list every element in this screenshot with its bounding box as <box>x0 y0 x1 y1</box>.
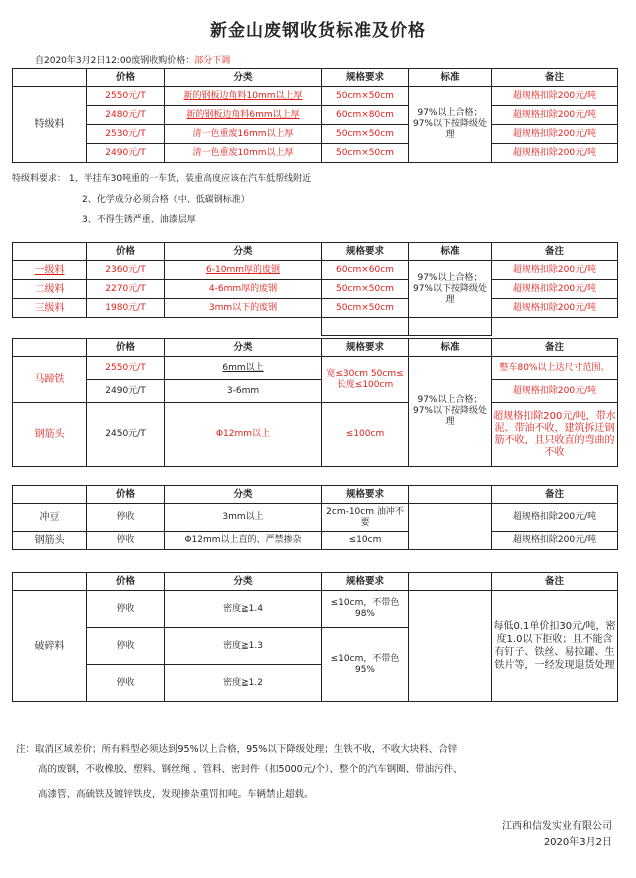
category-cell: 4-6mm厚的废钢 <box>165 280 322 299</box>
category-cell: Φ12mm以上 <box>165 403 322 467</box>
category-cell: 密度≧1.2 <box>165 665 322 702</box>
grade-label: 马蹄铁 <box>13 357 87 403</box>
header-remark: 备注 <box>492 573 618 591</box>
crushed-table <box>12 572 618 702</box>
spec-cell: 60cm×80cm <box>322 106 409 125</box>
header-remark: 备注 <box>492 69 618 87</box>
document-date: 2020年3月2日 <box>543 837 612 848</box>
grade-label: 二级料 <box>13 280 87 299</box>
header-category: 分类 <box>165 69 322 87</box>
price-notice-highlight: 部分下调 <box>194 56 231 66</box>
table-row <box>13 403 618 467</box>
header-price: 价格 <box>87 486 165 504</box>
price-cell: 2450元/T <box>87 403 165 467</box>
remark-cell: 超规格扣除200元/吨 <box>492 144 618 163</box>
category-cell: 清一色重废16mm以上厚 <box>165 125 322 144</box>
requirements <box>12 171 311 184</box>
standard-cell: 97%以上合格；97%以下按降级处理 <box>409 261 492 318</box>
header-category: 分类 <box>165 573 322 591</box>
standard-cell: 97%以上合格；97%以下按降级处理 <box>409 357 492 467</box>
remark-cell: 超规格扣除200元/吨 <box>492 532 618 550</box>
table-header-row <box>13 339 618 357</box>
spec-cell: 50cm×50cm <box>322 299 409 318</box>
header-spec: 规格要求 <box>322 573 409 591</box>
header-price: 价格 <box>87 573 165 591</box>
category-cell: 新的钢板边角料6mm以上厚 <box>165 106 322 125</box>
price-cell: 2550元/T <box>87 87 165 106</box>
header-spec: 规格要求 <box>322 339 409 357</box>
remark-cell: 超规格扣除200元/吨，带水泥、带油不收，建筑拆迁钢筋不收，且只收直的弯曲的不收 <box>492 403 618 467</box>
category-cell: 清一色重废10mm以上厚 <box>165 144 322 163</box>
header-price: 价格 <box>87 243 165 261</box>
remark-cell: 超规格扣除200元/吨 <box>492 125 618 144</box>
table-row <box>13 125 618 144</box>
remark-cell: 整车80%以上达尺寸范围。 <box>492 357 618 380</box>
table-row <box>13 532 618 550</box>
category-cell: 密度≧1.4 <box>165 591 322 628</box>
price-cell: 停收 <box>87 532 165 550</box>
special-grade-table <box>12 68 618 163</box>
header-spec: 规格要求 <box>322 486 409 504</box>
price-cell: 2490元/T <box>87 380 165 403</box>
category-cell: Φ12mm以上直的、严禁掺杂 <box>165 532 322 550</box>
header-standard: 标准 <box>409 243 492 261</box>
price-cell: 2270元/T <box>87 280 165 299</box>
spec-cell: ≤10cm，不带色98% <box>322 591 409 628</box>
table-row <box>13 299 618 318</box>
category-cell: 6-10mm厚的废钢 <box>165 261 322 280</box>
price-cell: 2550元/T <box>87 357 165 380</box>
table-row <box>13 261 618 280</box>
remark-cell: 超规格扣除200元/吨 <box>492 299 618 318</box>
grade-label: 特级料 <box>13 87 87 163</box>
grade-label: 破碎料 <box>13 591 87 702</box>
standard-cell: 97%以上合格；97%以下按降级处理 <box>409 87 492 163</box>
remark-cell: 每低0.1单价扣30元/吨，密度1.0以下拒收；且不能含有钉子、铁丝、易拉罐、生铁片等，一经发现退货处理 <box>492 591 618 702</box>
category-cell: 新的钢板边角料10mm以上厚 <box>165 87 322 106</box>
price-cell: 停收 <box>87 591 165 628</box>
header-standard: 标准 <box>409 69 492 87</box>
requirements-label: 特级料要求： <box>12 174 67 184</box>
category-cell: 6mm以上 <box>165 357 322 380</box>
category-cell: 密度≧1.3 <box>165 628 322 665</box>
remark-cell: 超规格扣除200元/吨 <box>492 87 618 106</box>
price-cell: 2360元/T <box>87 261 165 280</box>
spec-cell: ≤100cm <box>322 403 409 467</box>
spec-cell: 50cm×50cm <box>322 280 409 299</box>
remark-cell: 超规格扣除200元/吨 <box>492 380 618 403</box>
price-cell: 1980元/T <box>87 299 165 318</box>
grade-label: 钢筋头 <box>13 403 87 467</box>
table-row <box>13 87 618 106</box>
price-notice-prefix: 自2020年3月2日12:00废钢收购价格： <box>35 56 195 66</box>
category-cell: 3mm以下的废钢 <box>165 299 322 318</box>
grade-label: 钢筋头 <box>13 532 87 550</box>
requirement-item: 3、不得生锈严重、油漆层厚 <box>82 215 196 225</box>
price-cell: 2480元/T <box>87 106 165 125</box>
price-cell: 2530元/T <box>87 125 165 144</box>
spec-cell: 2cm-10cm 油冲不要 <box>322 504 409 532</box>
note-line: 注：取消区域差价；所有料型必须达到95%以上合格，95%以下降级处理；生铁不收，不收大块料、合锌 <box>16 744 458 755</box>
header-standard: 标准 <box>409 339 492 357</box>
grade-label: 冲豆 <box>13 504 87 532</box>
category-cell: 3-6mm <box>165 380 322 403</box>
company-name: 江西和信发实业有限公司 <box>502 821 612 832</box>
table-header-row <box>13 243 618 261</box>
table-row <box>13 591 618 628</box>
price-cell: 停收 <box>87 628 165 665</box>
table-row <box>13 280 618 299</box>
header-category: 分类 <box>165 243 322 261</box>
header-category: 分类 <box>165 486 322 504</box>
grade-label: 一级料 <box>13 261 87 280</box>
remark-cell: 超规格扣除200元/吨 <box>492 106 618 125</box>
remark-cell: 超规格扣除200元/吨 <box>492 261 618 280</box>
table-row-empty <box>13 318 618 336</box>
table-header-row <box>13 486 618 504</box>
spec-cell: 50cm×50cm <box>322 87 409 106</box>
table-header-row <box>13 69 618 87</box>
page-title: 新金山废钢收货标准及价格 <box>210 21 426 41</box>
table-row <box>13 144 618 163</box>
header-spec: 规格要求 <box>322 69 409 87</box>
header-remark: 备注 <box>492 339 618 357</box>
table-row <box>13 106 618 125</box>
note-line: 高漆管、高硫铁及镀锌铁皮，发现掺杂重罚扣吨。车辆禁止超载。 <box>38 789 314 800</box>
remark-cell: 超规格扣除200元/吨 <box>492 504 618 532</box>
note-line: 高的废钢，不收橡胶、塑料、钢丝绳 、管料、密封件（扣5000元/个）、整个的汽车钢圈、带油污件、 <box>38 764 463 775</box>
header-remark: 备注 <box>492 243 618 261</box>
header-price: 价格 <box>87 69 165 87</box>
spec-cell: ≤10cm <box>322 532 409 550</box>
grade-label: 三级料 <box>13 299 87 318</box>
price-notice <box>35 53 230 66</box>
punch-table <box>12 485 618 550</box>
table-row <box>13 380 618 403</box>
requirement-item: 1、半挂车30吨重的一车货，装重高度应该在汽车低帮线附近 <box>68 174 312 184</box>
horseshoe-rebar-table <box>12 338 618 467</box>
spec-cell: 50cm×50cm <box>322 144 409 163</box>
table-row <box>13 504 618 532</box>
spec-cell: 60cm×60cm <box>322 261 409 280</box>
spec-cell: 宽≤30cm 50cm≤长度≤100cm <box>322 357 409 403</box>
header-remark: 备注 <box>492 486 618 504</box>
spec-cell: ≤10cm，不带色95% <box>322 628 409 702</box>
header-spec: 规格要求 <box>322 243 409 261</box>
header-category: 分类 <box>165 339 322 357</box>
price-cell: 停收 <box>87 504 165 532</box>
category-cell: 3mm以上 <box>165 504 322 532</box>
price-cell: 2490元/T <box>87 144 165 163</box>
table-header-row <box>13 573 618 591</box>
grades-table <box>12 242 618 336</box>
table-row <box>13 357 618 380</box>
spec-cell: 50cm×50cm <box>322 125 409 144</box>
requirement-item: 2、化学成分必须合格（中、低碳钢标准） <box>82 195 250 205</box>
price-cell: 停收 <box>87 665 165 702</box>
header-price: 价格 <box>87 339 165 357</box>
remark-cell: 超规格扣除200元/吨 <box>492 280 618 299</box>
